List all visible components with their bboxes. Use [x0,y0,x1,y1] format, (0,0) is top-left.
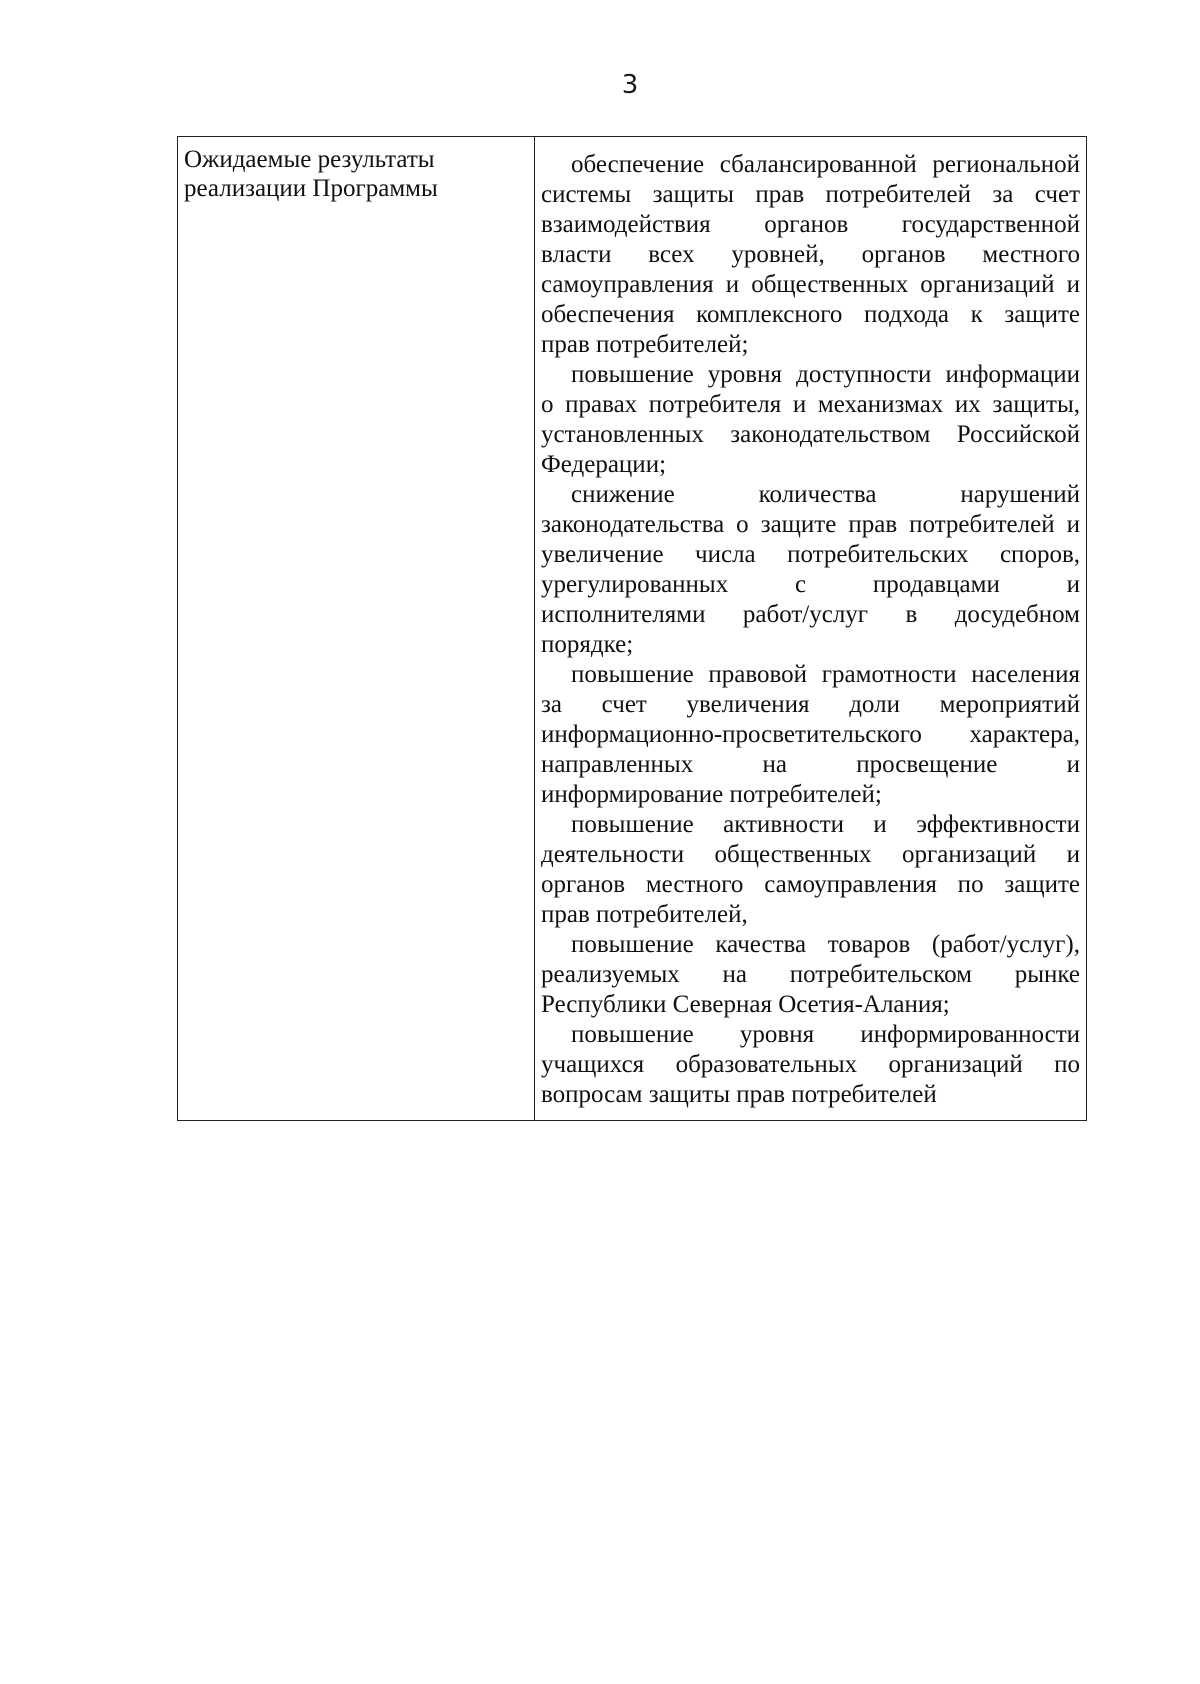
table-content-cell [535,137,1086,1120]
paragraph-line: повышение уровня доступности информации [571,361,1080,388]
page-number: 3 [621,70,639,100]
paragraph-line: прав потребителей, [541,901,748,928]
paragraph-line: органов местного самоуправления по защите [541,871,1080,898]
paragraph-line: увеличение числа потребительских споров, [541,541,1080,568]
paragraph-line: власти всех уровней, органов местного [541,241,1080,268]
paragraph-line: Федерации; [541,451,667,478]
label-line: Ожидаемые результаты [184,146,435,173]
paragraph-line: учащихся образовательных организаций по [541,1051,1080,1078]
paragraph-line: вопросам защиты прав потребителей [541,1081,937,1108]
paragraph-line: Республики Северная Осетия-Алания; [541,991,950,1018]
paragraph-line: взаимодействия органов государственной [541,211,1080,238]
result-paragraph [541,1020,1080,1110]
paragraph-line: снижение количества нарушений [571,481,1080,508]
paragraph-line: информирование потребителей; [541,781,882,808]
paragraph-line: законодательства о защите прав потребителей и [541,511,1080,538]
paragraph-line: самоуправления и общественных организаций и [541,271,1080,298]
paragraph-line: повышение активности и эффективности [571,811,1080,838]
paragraph-line: урегулированных с продавцами и [541,571,1080,598]
paragraph-line: порядке; [541,631,634,658]
result-paragraph [541,930,1080,1020]
paragraph-line: системы защиты прав потребителей за счет [541,181,1080,208]
paragraph-line: о правах потребителя и механизмах их защиты, [541,391,1080,418]
program-results-table [177,136,1087,1121]
paragraph-line: повышение уровня информированности [571,1021,1080,1048]
paragraph-line: повышение качества товаров (работ/услуг), [571,931,1080,958]
paragraph-line: за счет увеличения доли мероприятий [541,691,1080,718]
label-line: реализации Программы [184,175,438,202]
paragraph-line: реализуемых на потребительском рынке [541,961,1080,988]
paragraph-line: направленных на просвещение и [541,751,1080,778]
paragraph-line: обеспечение сбалансированной региональной [571,151,1080,178]
result-paragraph [541,360,1080,480]
table-label-cell [178,137,535,1120]
paragraph-line: информационно-просветительского характера, [541,721,1080,748]
paragraph-line: исполнителями работ/услуг в досудебном [541,601,1080,628]
paragraph-line: прав потребителей; [541,331,749,358]
paragraph-line: деятельности общественных организаций и [541,841,1080,868]
result-paragraph [541,810,1080,930]
paragraph-line: установленных законодательством Российской [541,421,1080,448]
paragraph-line: обеспечения комплексного подхода к защите [541,301,1080,328]
result-paragraph [541,660,1080,810]
result-paragraph [541,150,1080,360]
result-paragraph [541,480,1080,660]
paragraph-line: повышение правовой грамотности населения [571,661,1080,688]
